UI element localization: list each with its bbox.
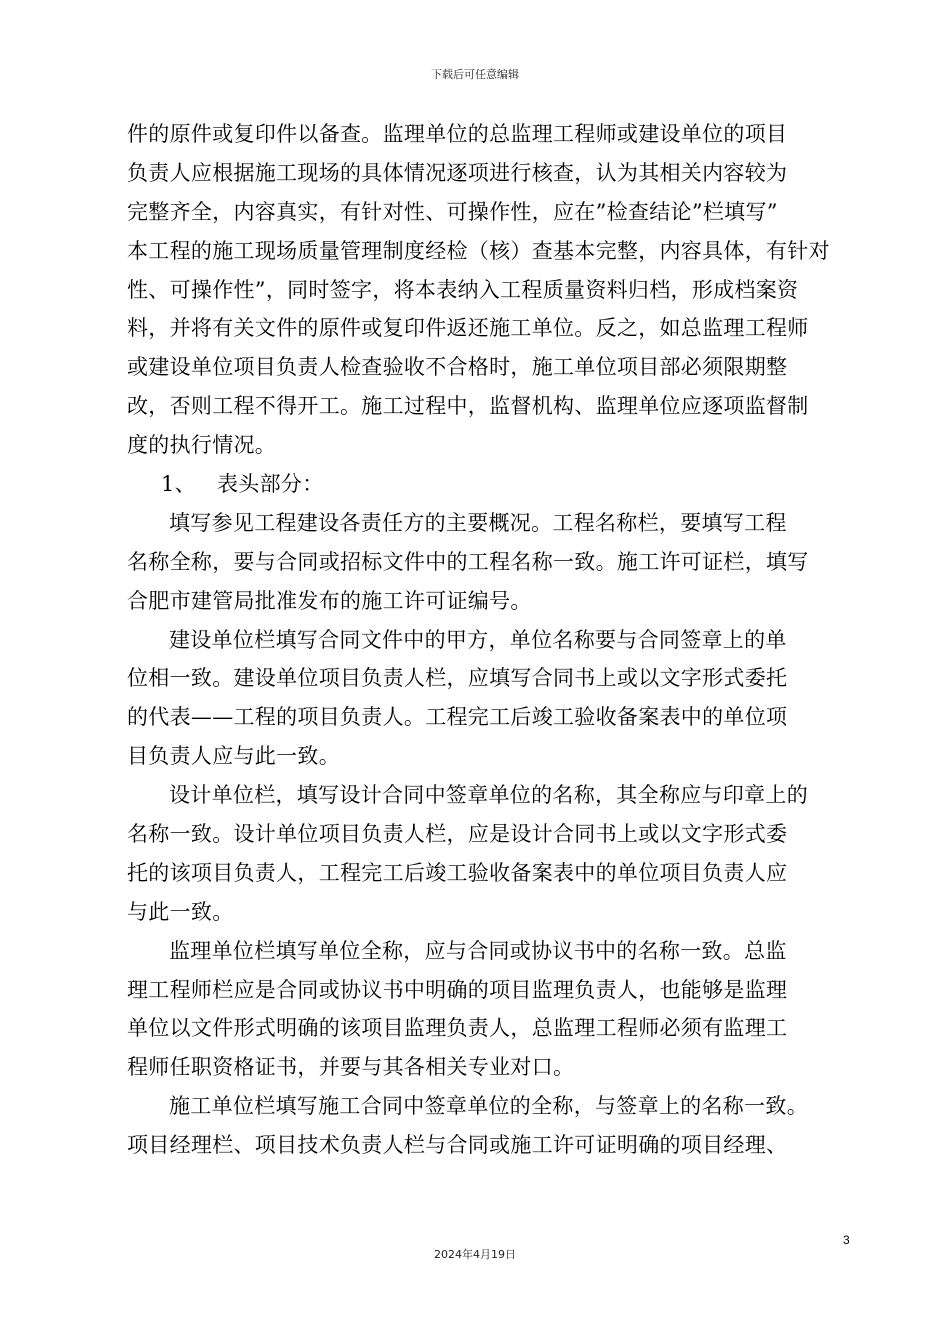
text-line: 项目经理栏、项目技术负责人栏与合同或施工许可证明确的项目经理、 <box>127 1133 788 1158</box>
page-number: 3 <box>843 1233 850 1247</box>
text-line: 目负责人应与此一致。 <box>127 744 340 769</box>
text-line: 合肥市建管局批准发布的施工许可证编号。 <box>127 588 532 613</box>
text-line: 名称全称，要与合同或招标文件中的工程名称一致。施工许可证栏，填写 <box>127 549 809 574</box>
paragraph-first-line: 填写参见工程建设各责任方的主要概况。工程名称栏，要填写工程 <box>169 510 787 535</box>
paragraph-first-line: 设计单位栏，填写设计合同中签章单位的名称，其全称应与印章上的 <box>169 783 808 808</box>
text-line: 名称一致。设计单位项目负责人栏，应是设计合同书上或以文字形式委 <box>127 822 788 847</box>
text-line: 度的执行情况。 <box>127 433 277 458</box>
document-body <box>127 115 853 1165</box>
paragraph-first-line: 施工单位栏填写施工合同中签章单位的全称，与签章上的名称一致。 <box>169 1094 808 1119</box>
text-line: 位相一致。建设单位项目负责人栏，应填写合同书上或以文字形式委托 <box>127 666 788 691</box>
text-line: 理工程师栏应是合同或协议书中明确的项目监理负责人，也能够是监理 <box>127 977 788 1002</box>
text-line: 托的该项目负责人，工程完工后竣工验收备案表中的单位项目负责人应 <box>127 860 788 885</box>
text-line: 与此一致。 <box>127 899 234 924</box>
text-line: 本工程的施工现场质量管理制度经检（核）查基本完整，内容具体，有针对 <box>127 238 830 263</box>
text-line: 完整齐全，内容真实，有针对性、可操作性，应在”检查结论”栏填写” <box>127 199 778 224</box>
text-line: 的代表——工程的项目负责人。工程完工后竣工验收备案表中的单位项 <box>127 705 788 730</box>
section-heading <box>127 465 853 504</box>
text-line: 改，否则工程不得开工。施工过程中，监督机构、监理单位应逐项监督制 <box>127 394 809 419</box>
paragraph-first-line: 建设单位栏填写合同文件中的甲方，单位名称要与合同签章上的单 <box>169 627 787 652</box>
text-line: 程师任职资格证书，并要与其各相关专业对口。 <box>127 1055 575 1080</box>
text-line: 件的原件或复印件以备查。监理单位的总监理工程师或建设单位的项目 <box>127 122 788 146</box>
section-title: 表头部分： <box>217 472 324 497</box>
paragraph-first-line: 监理单位栏填写单位全称，应与合同或协议书中的名称一致。总监 <box>169 938 787 963</box>
text-line: 料，并将有关文件的原件或复印件返还施工单位。反之，如总监理工程师 <box>127 316 809 341</box>
text-line: 负责人应根据施工现场的具体情况逐项进行核查，认为其相关内容较为 <box>127 160 788 185</box>
text-line: 性、可操作性”，同时签字，将本表纳入工程质量资料归档，形成档案资 <box>127 277 799 302</box>
text-line: 或建设单位项目负责人检查验收不合格时，施工单位项目部必须限期整 <box>127 355 788 380</box>
text-line: 单位以文件形式明确的该项目监理负责人，总监理工程师必须有监理工 <box>127 1016 788 1041</box>
page-footer-date: 2024年4月19日 <box>434 1248 516 1261</box>
section-number: 1、 <box>161 472 196 497</box>
page-header: 下载后可任意编辑 <box>431 68 519 81</box>
